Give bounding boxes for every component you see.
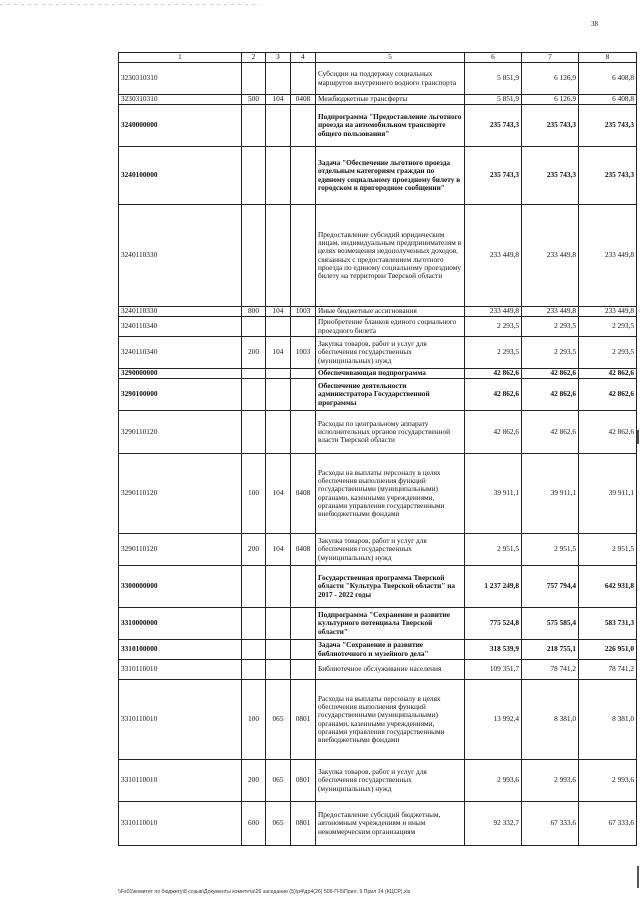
cell-expense-type <box>242 205 266 307</box>
cell-amount-col8: 42 862,6 <box>579 369 637 379</box>
cell-admin-code: 065 <box>266 680 291 760</box>
cell-item-name: Государственная программа Тверской области "Культура Тверской области" на 2017 - 2022 годы <box>316 566 465 608</box>
cell-target-code: 3240100000 <box>119 147 242 205</box>
cell-expense-type <box>242 379 266 411</box>
cell-item-name: Подпрограмма "Предоставление льготного проезда на автомобильном транспорте общего пользования" <box>316 105 465 147</box>
cell-section-code <box>291 205 316 307</box>
cell-amount-col8: 67 333,6 <box>579 802 637 846</box>
cell-item-name: Закупка товаров, работ и услуг для обеспечения государственных (муниципальных) нужд <box>316 760 465 802</box>
cell-admin-code <box>266 411 291 454</box>
cell-amount-col7: 67 333,6 <box>522 802 579 846</box>
cell-amount-col6: 235 743,3 <box>465 147 522 205</box>
cell-expense-type <box>242 147 266 205</box>
cell-section-code <box>291 411 316 454</box>
cell-target-code: 3310000000 <box>119 608 242 640</box>
cell-amount-col6: 5 851,9 <box>465 95 522 105</box>
cell-target-code: 3290110120 <box>119 534 242 566</box>
cell-amount-col7: 42 862,6 <box>522 369 579 379</box>
cell-expense-type <box>242 105 266 147</box>
table-row <box>119 147 637 205</box>
cell-amount-col7: 6 126,9 <box>522 95 579 105</box>
cell-target-code: 3290100000 <box>119 379 242 411</box>
table-row <box>119 63 637 95</box>
cell-amount-col8: 2 951,5 <box>579 534 637 566</box>
cell-admin-code <box>266 379 291 411</box>
cell-target-code: 3240110340 <box>119 317 242 337</box>
cell-amount-col7: 757 794,4 <box>522 566 579 608</box>
cell-expense-type <box>242 566 266 608</box>
cell-amount-col6: 42 862,6 <box>465 411 522 454</box>
cell-amount-col6: 318 539,9 <box>465 640 522 660</box>
cell-section-code <box>291 660 316 680</box>
col-header-1: 1 <box>119 53 242 63</box>
cell-item-name: Задача "Сохранение и развитие библиотечного и музейного дела" <box>316 640 465 660</box>
cell-amount-col6: 2 293,5 <box>465 317 522 337</box>
cell-amount-col6: 92 332,7 <box>465 802 522 846</box>
cell-amount-col6: 5 851,9 <box>465 63 522 95</box>
table-row <box>119 680 637 760</box>
budget-table <box>118 52 637 846</box>
cell-item-name: Закупка товаров, работ и услуг для обеспечения государственных (муниципальных) нужд <box>316 337 465 369</box>
page-number: 38 <box>591 20 598 28</box>
table-row <box>119 105 637 147</box>
cell-admin-code <box>266 205 291 307</box>
cell-amount-col7: 42 862,6 <box>522 379 579 411</box>
column-number-row <box>119 53 637 63</box>
table-row <box>119 337 637 369</box>
cell-expense-type: 600 <box>242 802 266 846</box>
cell-amount-col8: 583 731,3 <box>579 608 637 640</box>
col-header-2: 2 <box>242 53 266 63</box>
cell-section-code: 0801 <box>291 680 316 760</box>
cell-item-name: Обеспечение деятельности администратора Государственной программы <box>316 379 465 411</box>
table-row <box>119 802 637 846</box>
cell-section-code: 0408 <box>291 454 316 534</box>
cell-section-code <box>291 105 316 147</box>
cell-amount-col7: 235 743,3 <box>522 147 579 205</box>
cell-expense-type: 100 <box>242 680 266 760</box>
cell-target-code: 3230310310 <box>119 95 242 105</box>
cell-amount-col6: 2 293,5 <box>465 337 522 369</box>
cell-item-name: Иные бюджетные ассигнования <box>316 307 465 317</box>
cell-target-code: 3310110010 <box>119 802 242 846</box>
cell-amount-col8: 233 449,8 <box>579 205 637 307</box>
cell-amount-col8: 233 449,8 <box>579 307 637 317</box>
cell-admin-code <box>266 147 291 205</box>
cell-section-code <box>291 147 316 205</box>
cell-amount-col7: 575 585,4 <box>522 608 579 640</box>
cell-amount-col6: 39 911,1 <box>465 454 522 534</box>
cell-amount-col6: 2 993,6 <box>465 760 522 802</box>
cell-target-code: 3240110330 <box>119 205 242 307</box>
cell-section-code: 0801 <box>291 802 316 846</box>
cell-amount-col8: 6 408,8 <box>579 95 637 105</box>
cell-amount-col8: 2 993,6 <box>579 760 637 802</box>
cell-admin-code <box>266 63 291 95</box>
cell-amount-col8: 235 743,3 <box>579 147 637 205</box>
cell-amount-col6: 42 862,6 <box>465 379 522 411</box>
cell-amount-col7: 39 911,1 <box>522 454 579 534</box>
cell-target-code: 3300000000 <box>119 566 242 608</box>
cell-admin-code: 065 <box>266 802 291 846</box>
cell-section-code: 0408 <box>291 95 316 105</box>
table-row <box>119 640 637 660</box>
scan-edge-mark <box>637 430 639 444</box>
cell-amount-col7: 6 126,9 <box>522 63 579 95</box>
table-row <box>119 608 637 640</box>
scan-artifact-line <box>0 4 260 5</box>
cell-section-code: 0801 <box>291 760 316 802</box>
cell-admin-code <box>266 105 291 147</box>
cell-amount-col6: 1 237 249,8 <box>465 566 522 608</box>
cell-amount-col6: 2 951,5 <box>465 534 522 566</box>
cell-amount-col8: 642 931,8 <box>579 566 637 608</box>
table-row <box>119 205 637 307</box>
cell-section-code <box>291 566 316 608</box>
cell-item-name: Обеспечивающая подпрограмма <box>316 369 465 379</box>
table-row <box>119 534 637 566</box>
cell-section-code <box>291 369 316 379</box>
col-header-6: 6 <box>465 53 522 63</box>
cell-target-code: 3310110010 <box>119 680 242 760</box>
table-row <box>119 369 637 379</box>
cell-admin-code <box>266 369 291 379</box>
cell-section-code: 0408 <box>291 534 316 566</box>
cell-section-code: 1003 <box>291 337 316 369</box>
cell-target-code: 3240000000 <box>119 105 242 147</box>
cell-item-name: Закупка товаров, работ и услуг для обеспечения государственных (муниципальных) нужд <box>316 534 465 566</box>
scan-edge-mark <box>637 866 639 888</box>
cell-item-name: Задача "Обеспечение льготного проезда отдельным категориям граждан по единому социальному проездному билету в городском и пригородном сообщении" <box>316 147 465 205</box>
cell-amount-col8: 235 743,3 <box>579 105 637 147</box>
cell-amount-col7: 233 449,8 <box>522 205 579 307</box>
cell-amount-col8: 39 911,1 <box>579 454 637 534</box>
cell-amount-col8: 226 951,0 <box>579 640 637 660</box>
cell-amount-col7: 78 741,2 <box>522 660 579 680</box>
table-body <box>119 53 637 846</box>
cell-admin-code <box>266 640 291 660</box>
cell-target-code: 3310110010 <box>119 760 242 802</box>
cell-target-code: 3310100000 <box>119 640 242 660</box>
cell-section-code <box>291 317 316 337</box>
cell-section-code: 1003 <box>291 307 316 317</box>
cell-item-name: Межбюджетные трансферты <box>316 95 465 105</box>
cell-amount-col7: 2 951,5 <box>522 534 579 566</box>
cell-target-code: 3290110120 <box>119 411 242 454</box>
cell-amount-col6: 13 992,4 <box>465 680 522 760</box>
cell-amount-col8: 2 293,5 <box>579 317 637 337</box>
col-header-3: 3 <box>266 53 291 63</box>
cell-item-name: Расходы на выплаты персоналу в целях обеспечения выполнения функций государственными (муниципальными) органами, казенными учреждениями, органами управления государственными внебюджетными фондами <box>316 454 465 534</box>
table-row <box>119 379 637 411</box>
cell-expense-type: 100 <box>242 454 266 534</box>
cell-item-name: Предоставление субсидий юридическим лицам, индивидуальным предпринимателям в целях возмещения недополученных доходов, связанных с предоставлением льготного проезда по единому социальному проездному билету на территории Тверской области <box>316 205 465 307</box>
cell-expense-type <box>242 317 266 337</box>
cell-admin-code: 104 <box>266 337 291 369</box>
cell-admin-code: 104 <box>266 95 291 105</box>
cell-target-code: 3240110330 <box>119 307 242 317</box>
cell-expense-type <box>242 411 266 454</box>
cell-target-code: 3240110340 <box>119 337 242 369</box>
cell-item-name: Расходы на выплаты персоналу в целях обеспечения выполнения функций государственными (муниципальными) органами, казенными учреждениями, органами управления государственными внебюджетными фондами <box>316 680 465 760</box>
cell-amount-col8: 2 293,5 <box>579 337 637 369</box>
col-header-5: 5 <box>316 53 465 63</box>
cell-section-code <box>291 379 316 411</box>
cell-amount-col7: 2 293,5 <box>522 337 579 369</box>
cell-amount-col8: 78 741,2 <box>579 660 637 680</box>
table-row <box>119 317 637 337</box>
table-row <box>119 95 637 105</box>
cell-amount-col7: 2 293,5 <box>522 317 579 337</box>
cell-amount-col8: 42 862,6 <box>579 379 637 411</box>
cell-admin-code <box>266 660 291 680</box>
cell-admin-code: 104 <box>266 307 291 317</box>
cell-expense-type: 200 <box>242 337 266 369</box>
table-row <box>119 760 637 802</box>
cell-section-code <box>291 640 316 660</box>
cell-expense-type: 800 <box>242 307 266 317</box>
cell-item-name: Приобретение бланков единого социального проездного билета <box>316 317 465 337</box>
cell-amount-col6: 233 449,8 <box>465 307 522 317</box>
col-header-4: 4 <box>291 53 316 63</box>
table-row <box>119 454 637 534</box>
cell-expense-type <box>242 608 266 640</box>
cell-item-name: Библиотечное обслуживание населения <box>316 660 465 680</box>
cell-section-code <box>291 63 316 95</box>
cell-expense-type <box>242 63 266 95</box>
cell-section-code <box>291 608 316 640</box>
cell-amount-col6: 233 449,8 <box>465 205 522 307</box>
cell-amount-col8: 42 862,6 <box>579 411 637 454</box>
cell-item-name: Подпрограмма "Сохранение и развитие культурного потенциала Тверской области" <box>316 608 465 640</box>
cell-item-name: Субсидии на поддержку социальных маршрутов внутреннего водного транспорта <box>316 63 465 95</box>
cell-target-code: 3310110010 <box>119 660 242 680</box>
cell-admin-code <box>266 317 291 337</box>
table-row <box>119 566 637 608</box>
cell-expense-type: 500 <box>242 95 266 105</box>
cell-amount-col6: 42 862,6 <box>465 369 522 379</box>
cell-amount-col7: 233 449,8 <box>522 307 579 317</box>
cell-admin-code <box>266 566 291 608</box>
cell-item-name: Расходы по центральному аппарату исполнительных органов государственной власти Тверской области <box>316 411 465 454</box>
cell-target-code: 3290000000 <box>119 369 242 379</box>
cell-amount-col6: 109 351,7 <box>465 660 522 680</box>
cell-admin-code: 065 <box>266 760 291 802</box>
cell-admin-code: 104 <box>266 454 291 534</box>
cell-target-code: 3230310310 <box>119 63 242 95</box>
cell-expense-type: 200 <box>242 760 266 802</box>
cell-amount-col7: 2 993,6 <box>522 760 579 802</box>
cell-expense-type: 200 <box>242 534 266 566</box>
cell-admin-code: 104 <box>266 534 291 566</box>
col-header-7: 7 <box>522 53 579 63</box>
cell-item-name: Предоставление субсидий бюджетным, автономным учреждениям и иным некоммерческим организациям <box>316 802 465 846</box>
cell-expense-type <box>242 640 266 660</box>
cell-amount-col8: 6 408,8 <box>579 63 637 95</box>
table-row <box>119 660 637 680</box>
cell-amount-col7: 235 743,3 <box>522 105 579 147</box>
table-row <box>119 411 637 454</box>
cell-amount-col6: 235 743,3 <box>465 105 522 147</box>
file-path-footer: \\Fs01\комитет по бюджету\8 созыв\Документы комитета\26 заседание (5)\р4\др4(26) 506-П-5\Прил. 9 Прил 14 (КЦСР).xls <box>118 889 411 895</box>
cell-expense-type <box>242 369 266 379</box>
table-row <box>119 307 637 317</box>
cell-expense-type <box>242 660 266 680</box>
col-header-8: 8 <box>579 53 637 63</box>
cell-amount-col6: 775 524,8 <box>465 608 522 640</box>
cell-admin-code <box>266 608 291 640</box>
cell-amount-col8: 8 381,0 <box>579 680 637 760</box>
cell-target-code: 3290110120 <box>119 454 242 534</box>
cell-amount-col7: 218 755,1 <box>522 640 579 660</box>
cell-amount-col7: 42 862,6 <box>522 411 579 454</box>
cell-amount-col7: 8 381,0 <box>522 680 579 760</box>
